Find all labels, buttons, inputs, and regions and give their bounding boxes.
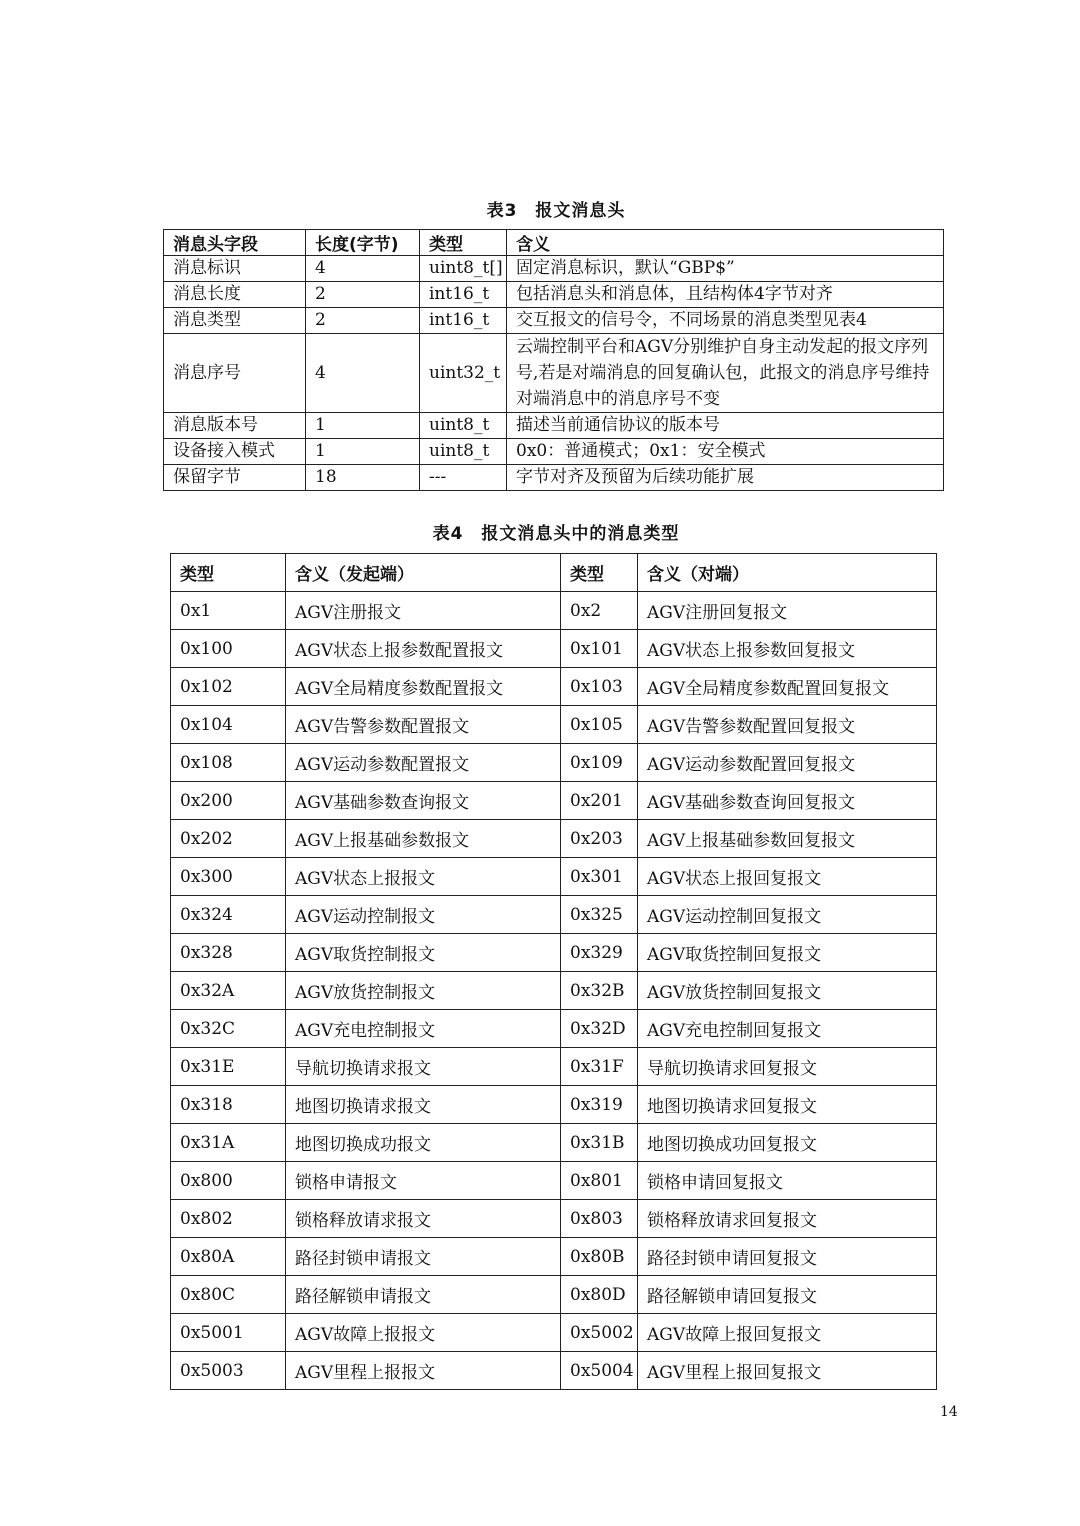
table-cell: AGV放货控制回复报文 bbox=[638, 972, 937, 1010]
table-cell: AGV注册报文 bbox=[286, 592, 561, 630]
table-cell: 0x105 bbox=[561, 706, 638, 744]
table-row bbox=[171, 1352, 937, 1390]
table-row bbox=[171, 1086, 937, 1124]
column-header: 类型 bbox=[420, 230, 507, 256]
table-cell: 0x324 bbox=[171, 896, 286, 934]
table-cell: 0x31F bbox=[561, 1048, 638, 1086]
table-cell: int16_t bbox=[420, 308, 507, 334]
table-cell: 0x5004 bbox=[561, 1352, 638, 1390]
table-row bbox=[171, 896, 937, 934]
table-row bbox=[171, 1048, 937, 1086]
table-cell: 0x5003 bbox=[171, 1352, 286, 1390]
table-cell: 0x803 bbox=[561, 1200, 638, 1238]
table-cell: 0x328 bbox=[171, 934, 286, 972]
table-cell: 0x109 bbox=[561, 744, 638, 782]
table-row bbox=[171, 1276, 937, 1314]
table-cell: 0x5002 bbox=[561, 1314, 638, 1352]
table-cell: 导航切换请求回复报文 bbox=[638, 1048, 937, 1086]
table-row bbox=[171, 592, 937, 630]
table-cell: AGV运动参数配置报文 bbox=[286, 744, 561, 782]
table-cell: 0x104 bbox=[171, 706, 286, 744]
table-cell: 0x31E bbox=[171, 1048, 286, 1086]
table-cell: 锁格释放请求报文 bbox=[286, 1200, 561, 1238]
table-header-row bbox=[164, 230, 944, 256]
table-cell: 0x1 bbox=[171, 592, 286, 630]
table4-caption: 表4 报文消息头中的消息类型 bbox=[432, 524, 680, 544]
table-cell: 0x0：普通模式；0x1：安全模式 bbox=[507, 439, 944, 465]
table-cell: 0x203 bbox=[561, 820, 638, 858]
table-cell: AGV取货控制报文 bbox=[286, 934, 561, 972]
table-cell: AGV上报基础参数报文 bbox=[286, 820, 561, 858]
table-cell: AGV里程上报回复报文 bbox=[638, 1352, 937, 1390]
column-header: 类型 bbox=[561, 554, 638, 592]
table-cell: 包括消息头和消息体，且结构体4字节对齐 bbox=[507, 282, 944, 308]
table-cell: 0x80A bbox=[171, 1238, 286, 1276]
table-cell: 描述当前通信协议的版本号 bbox=[507, 413, 944, 439]
table-cell: 1 bbox=[306, 439, 420, 465]
table-cell: AGV注册回复报文 bbox=[638, 592, 937, 630]
table-row bbox=[164, 282, 944, 308]
table-cell: AGV基础参数查询报文 bbox=[286, 782, 561, 820]
column-header: 长度(字节) bbox=[306, 230, 420, 256]
table-row bbox=[171, 668, 937, 706]
table-cell: 2 bbox=[306, 308, 420, 334]
table-cell: 0x80B bbox=[561, 1238, 638, 1276]
table-cell: 锁格申请报文 bbox=[286, 1162, 561, 1200]
message-type-table bbox=[170, 553, 937, 1390]
table-cell: 0x300 bbox=[171, 858, 286, 896]
table-row bbox=[164, 465, 944, 491]
table-cell: 消息标识 bbox=[164, 256, 306, 282]
table-cell: 0x319 bbox=[561, 1086, 638, 1124]
table-cell: 0x318 bbox=[171, 1086, 286, 1124]
table-cell: 0x801 bbox=[561, 1162, 638, 1200]
table-cell: AGV充电控制回复报文 bbox=[638, 1010, 937, 1048]
table-cell: 地图切换成功报文 bbox=[286, 1124, 561, 1162]
table-cell: uint8_t bbox=[420, 439, 507, 465]
table-row bbox=[171, 1200, 937, 1238]
table-cell: 消息版本号 bbox=[164, 413, 306, 439]
table-cell: 0x201 bbox=[561, 782, 638, 820]
table-row bbox=[171, 858, 937, 896]
table-cell: AGV告警参数配置报文 bbox=[286, 706, 561, 744]
table-cell: 0x80C bbox=[171, 1276, 286, 1314]
table-cell: 1 bbox=[306, 413, 420, 439]
table-cell: AGV上报基础参数回复报文 bbox=[638, 820, 937, 858]
table-cell: 路径封锁申请回复报文 bbox=[638, 1238, 937, 1276]
table-cell: 0x200 bbox=[171, 782, 286, 820]
table-cell: AGV基础参数查询回复报文 bbox=[638, 782, 937, 820]
table-cell: uint8_t[] bbox=[420, 256, 507, 282]
table-cell: 路径解锁申请报文 bbox=[286, 1276, 561, 1314]
table-cell: 字节对齐及预留为后续功能扩展 bbox=[507, 465, 944, 491]
table-cell: AGV全局精度参数配置报文 bbox=[286, 668, 561, 706]
table-cell: 锁格申请回复报文 bbox=[638, 1162, 937, 1200]
table-cell: 0x80D bbox=[561, 1276, 638, 1314]
table-row bbox=[164, 413, 944, 439]
table-cell: AGV状态上报参数回复报文 bbox=[638, 630, 937, 668]
column-header: 含义（对端） bbox=[638, 554, 937, 592]
table-cell: 0x103 bbox=[561, 668, 638, 706]
table-cell: 0x32D bbox=[561, 1010, 638, 1048]
table-cell: 消息序号 bbox=[164, 334, 306, 413]
page-number: 14 bbox=[940, 1404, 958, 1420]
table-cell: 云端控制平台和AGV分别维护自身主动发起的报文序列号,若是对端消息的回复确认包，此报文的消息序号维持对端消息中的消息序号不变 bbox=[507, 334, 944, 413]
table-cell: AGV里程上报报文 bbox=[286, 1352, 561, 1390]
table-cell: AGV运动参数配置回复报文 bbox=[638, 744, 937, 782]
table-cell: AGV状态上报参数配置报文 bbox=[286, 630, 561, 668]
table-cell: 消息长度 bbox=[164, 282, 306, 308]
table-cell: 0x329 bbox=[561, 934, 638, 972]
table-row bbox=[171, 1314, 937, 1352]
message-header-table bbox=[163, 229, 944, 491]
table-cell: 4 bbox=[306, 256, 420, 282]
table-cell: 设备接入模式 bbox=[164, 439, 306, 465]
table-row bbox=[171, 1238, 937, 1276]
table-cell: AGV全局精度参数配置回复报文 bbox=[638, 668, 937, 706]
table-header-row bbox=[171, 554, 937, 592]
table-cell: 路径封锁申请报文 bbox=[286, 1238, 561, 1276]
table-row bbox=[171, 1010, 937, 1048]
table-row bbox=[171, 934, 937, 972]
table-row bbox=[171, 782, 937, 820]
table-cell: uint32_t bbox=[420, 334, 507, 413]
table-cell: 地图切换成功回复报文 bbox=[638, 1124, 937, 1162]
column-header: 含义 bbox=[507, 230, 944, 256]
table-cell: 0x802 bbox=[171, 1200, 286, 1238]
table-cell: AGV告警参数配置回复报文 bbox=[638, 706, 937, 744]
table-cell: AGV故障上报报文 bbox=[286, 1314, 561, 1352]
table-cell: 0x5001 bbox=[171, 1314, 286, 1352]
table-cell: AGV放货控制报文 bbox=[286, 972, 561, 1010]
table-cell: 固定消息标识，默认“GBP$” bbox=[507, 256, 944, 282]
table-row bbox=[164, 439, 944, 465]
table-cell: AGV充电控制报文 bbox=[286, 1010, 561, 1048]
table-row bbox=[171, 1162, 937, 1200]
table-cell: 4 bbox=[306, 334, 420, 413]
table-row bbox=[164, 308, 944, 334]
table-row bbox=[171, 706, 937, 744]
table-cell: 0x108 bbox=[171, 744, 286, 782]
table-row bbox=[164, 334, 944, 413]
table-cell: AGV故障上报回复报文 bbox=[638, 1314, 937, 1352]
table-cell: 0x202 bbox=[171, 820, 286, 858]
table-cell: 0x2 bbox=[561, 592, 638, 630]
column-header: 类型 bbox=[171, 554, 286, 592]
table-cell: 导航切换请求报文 bbox=[286, 1048, 561, 1086]
table-cell: 0x101 bbox=[561, 630, 638, 668]
table-cell: 交互报文的信号令，不同场景的消息类型见表4 bbox=[507, 308, 944, 334]
table-cell: AGV运动控制回复报文 bbox=[638, 896, 937, 934]
table-row bbox=[171, 744, 937, 782]
column-header: 消息头字段 bbox=[164, 230, 306, 256]
table-cell: 0x31B bbox=[561, 1124, 638, 1162]
table-cell: 0x31A bbox=[171, 1124, 286, 1162]
table-cell: 0x32B bbox=[561, 972, 638, 1010]
table-cell: AGV运动控制报文 bbox=[286, 896, 561, 934]
table3-caption: 表3 报文消息头 bbox=[486, 201, 626, 221]
table-cell: AGV状态上报报文 bbox=[286, 858, 561, 896]
table-cell: --- bbox=[420, 465, 507, 491]
table-cell: 保留字节 bbox=[164, 465, 306, 491]
table-cell: 2 bbox=[306, 282, 420, 308]
table-cell: 0x32A bbox=[171, 972, 286, 1010]
table-cell: AGV状态上报回复报文 bbox=[638, 858, 937, 896]
table-row bbox=[171, 1124, 937, 1162]
table-cell: 0x32C bbox=[171, 1010, 286, 1048]
table-cell: int16_t bbox=[420, 282, 507, 308]
table-cell: 地图切换请求报文 bbox=[286, 1086, 561, 1124]
column-header: 含义（发起端） bbox=[286, 554, 561, 592]
table-cell: 0x102 bbox=[171, 668, 286, 706]
table-cell: 消息类型 bbox=[164, 308, 306, 334]
table-row bbox=[171, 972, 937, 1010]
table-cell: 锁格释放请求回复报文 bbox=[638, 1200, 937, 1238]
table-cell: 0x800 bbox=[171, 1162, 286, 1200]
table-cell: 路径解锁申请回复报文 bbox=[638, 1276, 937, 1314]
table-cell: 地图切换请求回复报文 bbox=[638, 1086, 937, 1124]
table-row bbox=[164, 256, 944, 282]
table-cell: 0x325 bbox=[561, 896, 638, 934]
table-cell: 0x100 bbox=[171, 630, 286, 668]
table-cell: 0x301 bbox=[561, 858, 638, 896]
table-cell: uint8_t bbox=[420, 413, 507, 439]
table-row bbox=[171, 820, 937, 858]
table-cell: 18 bbox=[306, 465, 420, 491]
table-row bbox=[171, 630, 937, 668]
table-cell: AGV取货控制回复报文 bbox=[638, 934, 937, 972]
